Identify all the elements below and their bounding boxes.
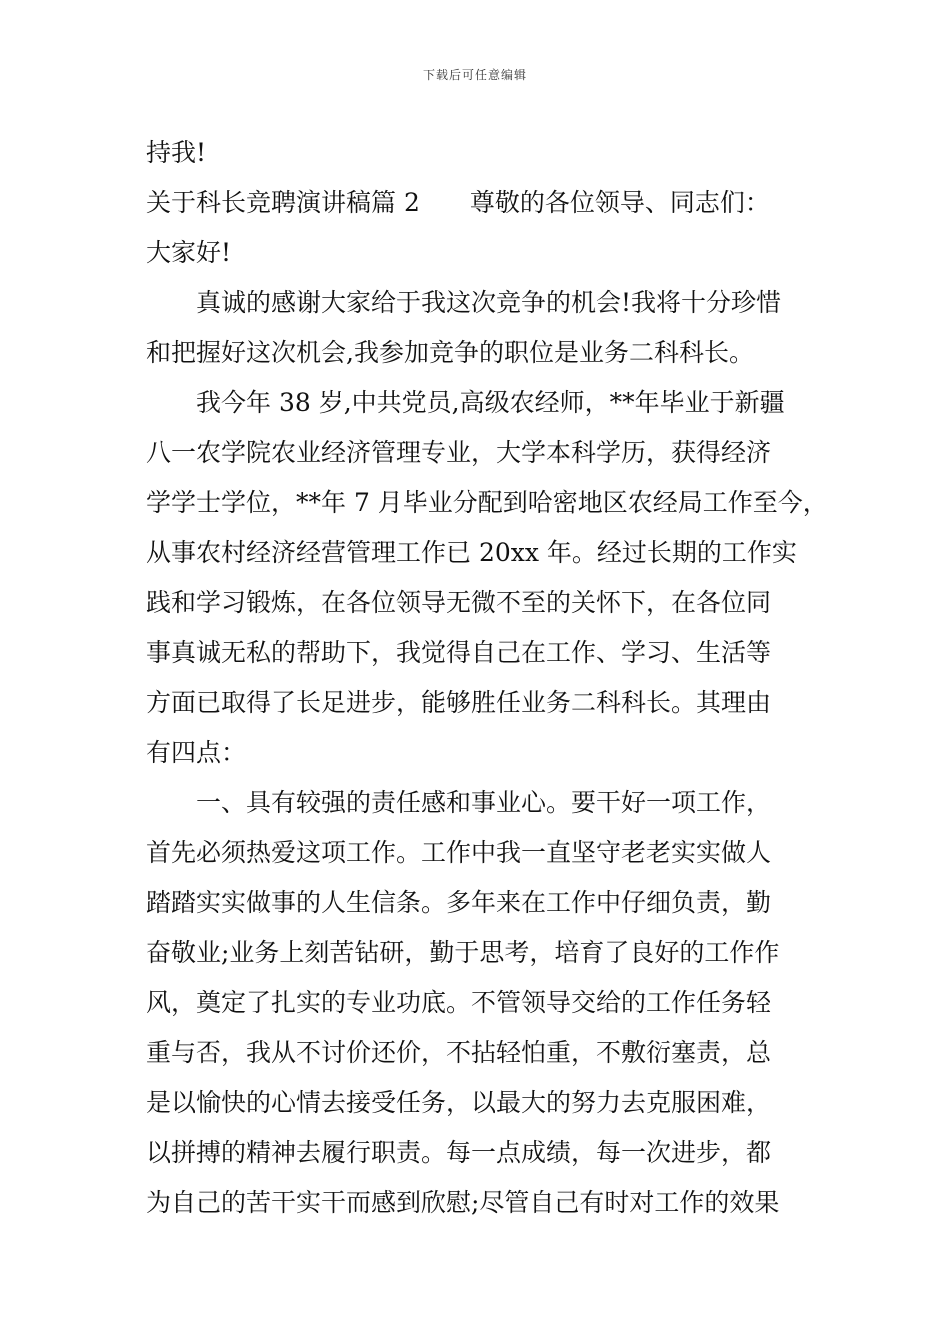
text-line: 持我!	[146, 138, 207, 167]
text-line: 以拼搏的精神去履行职责。每一点成绩，每一次进步，都	[146, 1138, 772, 1167]
text-line: 八一农学院农业经济管理专业，大学本科学历，获得经济	[146, 438, 772, 467]
section-title-line	[146, 178, 816, 228]
text-line: 奋敬业;业务上刻苦钻研，勤于思考，培育了良好的工作作	[146, 938, 780, 967]
text-line: 风，奠定了扎实的专业功底。不管领导交给的工作任务轻	[146, 988, 772, 1017]
paragraph-start-line: 一、具有较强的责任感和事业心。要干好一项工作，	[196, 788, 772, 817]
text-line: 方面已取得了长足进步，能够胜任业务二科科长。其理由	[146, 688, 772, 717]
text-line: 大家好!	[146, 238, 232, 267]
page-header: 下载后可任意编辑	[422, 68, 527, 82]
text-line: 学学士学位，**年 7 月毕业分配到哈密地区农经局工作至今，	[146, 488, 828, 517]
text-line: 践和学习锻炼，在各位领导无微不至的关怀下，在各位同	[146, 588, 772, 617]
text-line: 踏踏实实做事的人生信条。多年来在工作中仔细负责，勤	[146, 888, 772, 917]
text-line: 和把握好这次机会,我参加竞争的职位是业务二科科长。	[146, 338, 754, 367]
text-line: 重与否，我从不讨价还价，不拈轻怕重，不敷衍塞责，总	[146, 1038, 772, 1067]
text-line: 为自己的苦干实干而感到欣慰;尽管自己有时对工作的效果	[146, 1188, 780, 1217]
document-body	[146, 128, 828, 1228]
paragraph-start-line: 真诚的感谢大家给于我这次竞争的机会!我将十分珍惜	[196, 288, 782, 317]
section-title: 关于科长竞聘演讲稿篇 2	[146, 188, 420, 217]
salutation: 尊敬的各位领导、同志们：	[469, 188, 770, 217]
text-line: 事真诚无私的帮助下，我觉得自己在工作、学习、生活等	[146, 638, 772, 667]
text-line: 有四点：	[146, 738, 247, 767]
paragraph-start-line: 我今年 38 岁,中共党员,高级农经师，**年毕业于新疆	[196, 388, 785, 417]
text-line: 首先必须热爱这项工作。工作中我一直坚守老老实实做人	[146, 838, 772, 867]
text-line: 从事农村经济经营管理工作已 20xx 年。经过长期的工作实	[146, 538, 797, 567]
text-line: 是以愉快的心情去接受任务，以最大的努力去克服困难，	[146, 1088, 772, 1117]
